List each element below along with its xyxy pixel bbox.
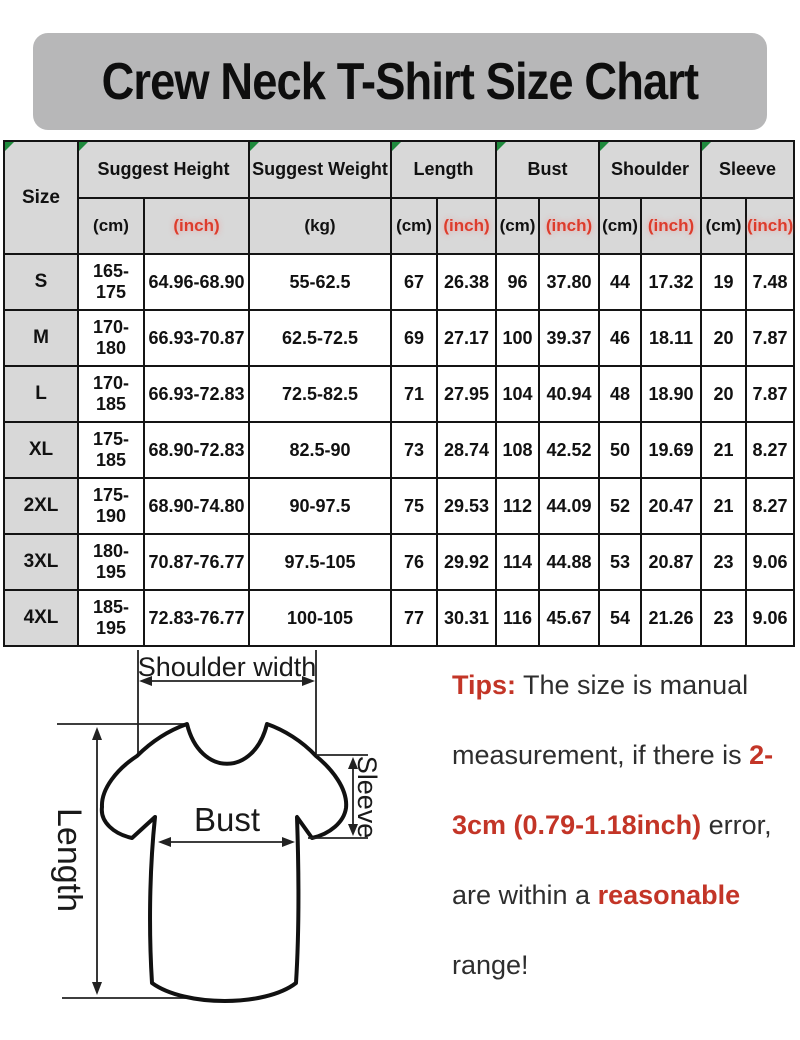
- corner-marker-icon: [392, 142, 401, 151]
- cell: 44.09: [539, 478, 599, 534]
- cell: 20.87: [641, 534, 701, 590]
- size-label: S: [4, 254, 78, 310]
- cell: 75: [391, 478, 437, 534]
- cell: 44.88: [539, 534, 599, 590]
- size-label: 2XL: [4, 478, 78, 534]
- cell: 23: [701, 534, 746, 590]
- cell: 68.90-74.80: [144, 478, 249, 534]
- table-row: [4, 590, 794, 646]
- tip-line: Tips: The size is manual: [452, 670, 749, 700]
- table-row: [4, 254, 794, 310]
- size-label: XL: [4, 422, 78, 478]
- cell: 69: [391, 310, 437, 366]
- cell: 185-195: [78, 590, 144, 646]
- cell: 72.83-76.77: [144, 590, 249, 646]
- suggest-height-header: Suggest Height: [78, 141, 249, 198]
- sleeve-label: Sleeve: [352, 755, 382, 839]
- cell: 77: [391, 590, 437, 646]
- bust-inch-unit: (inch): [539, 198, 599, 254]
- table-row: [4, 534, 794, 590]
- cell: 18.11: [641, 310, 701, 366]
- tips-heading: Tips:: [452, 670, 517, 700]
- measurement-diagram: [0, 645, 450, 1040]
- cell: 68.90-72.83: [144, 422, 249, 478]
- corner-marker-icon: [79, 142, 88, 151]
- shoulder-inch-unit: (inch): [641, 198, 701, 254]
- shoulder-header: Shoulder: [599, 141, 701, 198]
- cell: 7.87: [746, 366, 794, 422]
- cell: 175-185: [78, 422, 144, 478]
- cell: 52: [599, 478, 641, 534]
- size-label: 3XL: [4, 534, 78, 590]
- cell: 40.94: [539, 366, 599, 422]
- tip-line: are within a reasonable: [452, 880, 741, 910]
- title-banner: [33, 33, 767, 130]
- cell: 37.80: [539, 254, 599, 310]
- size-label: M: [4, 310, 78, 366]
- sleeve-cm-unit: (cm): [701, 198, 746, 254]
- corner-marker-icon: [5, 142, 14, 151]
- corner-marker-icon: [702, 142, 711, 151]
- cell: 23: [701, 590, 746, 646]
- cell: 46: [599, 310, 641, 366]
- cell: 170-180: [78, 310, 144, 366]
- height-cm-unit: (cm): [78, 198, 144, 254]
- tshirt-diagram-svg: [0, 645, 450, 1040]
- cell: 9.06: [746, 534, 794, 590]
- cell: 100: [496, 310, 539, 366]
- cell: 54: [599, 590, 641, 646]
- tip-line: measurement, if there is 2-: [452, 740, 774, 770]
- bust-cm-unit: (cm): [496, 198, 539, 254]
- cell: 8.27: [746, 422, 794, 478]
- size-label: 4XL: [4, 590, 78, 646]
- arrowhead-icon: [92, 982, 102, 995]
- cell: 27.17: [437, 310, 496, 366]
- cell: 27.95: [437, 366, 496, 422]
- cell: 73: [391, 422, 437, 478]
- size-column-header: [4, 141, 78, 254]
- cell: 8.27: [746, 478, 794, 534]
- cell: 45.67: [539, 590, 599, 646]
- cell: 48: [599, 366, 641, 422]
- cell: 53: [599, 534, 641, 590]
- sleeve-header: Sleeve: [701, 141, 794, 198]
- sleeve-inch-unit: (inch): [746, 198, 794, 254]
- table-row: [4, 310, 794, 366]
- cell: 96: [496, 254, 539, 310]
- page-title: Crew Neck T-Shirt Size Chart: [101, 52, 699, 111]
- cell: 39.37: [539, 310, 599, 366]
- cell: 7.48: [746, 254, 794, 310]
- cell: 62.5-72.5: [249, 310, 391, 366]
- arrowhead-icon: [92, 727, 102, 740]
- cell: 30.31: [437, 590, 496, 646]
- cell: 108: [496, 422, 539, 478]
- cell: 29.53: [437, 478, 496, 534]
- cell: 82.5-90: [249, 422, 391, 478]
- cell: 42.52: [539, 422, 599, 478]
- cell: 44: [599, 254, 641, 310]
- cell: 19: [701, 254, 746, 310]
- cell: 7.87: [746, 310, 794, 366]
- tip-line: 3cm (0.79-1.18inch) error,: [452, 810, 772, 840]
- tip-line: range!: [452, 950, 529, 980]
- cell: 28.74: [437, 422, 496, 478]
- cell: 18.90: [641, 366, 701, 422]
- cell: 67: [391, 254, 437, 310]
- cell: 21: [701, 478, 746, 534]
- cell: 114: [496, 534, 539, 590]
- table-row: [4, 422, 794, 478]
- bust-label: Bust: [193, 801, 261, 838]
- cell: 66.93-72.83: [144, 366, 249, 422]
- cell: 21.26: [641, 590, 701, 646]
- tips-panel: [452, 650, 797, 1000]
- cell: 20.47: [641, 478, 701, 534]
- cell: 90-97.5: [249, 478, 391, 534]
- cell: 21: [701, 422, 746, 478]
- cell: 116: [496, 590, 539, 646]
- cell: 50: [599, 422, 641, 478]
- unit-header-row: [4, 198, 794, 254]
- cell: 165-175: [78, 254, 144, 310]
- table-row: [4, 478, 794, 534]
- cell: 19.69: [641, 422, 701, 478]
- size-chart-table: [3, 140, 795, 647]
- cell: 26.38: [437, 254, 496, 310]
- height-inch-unit: (inch): [144, 198, 249, 254]
- length-inch-unit: (inch): [437, 198, 496, 254]
- corner-marker-icon: [250, 142, 259, 151]
- cell: 20: [701, 310, 746, 366]
- cell: 170-185: [78, 366, 144, 422]
- cell: 104: [496, 366, 539, 422]
- table-row: [4, 366, 794, 422]
- corner-marker-icon: [600, 142, 609, 151]
- cell: 70.87-76.77: [144, 534, 249, 590]
- cell: 72.5-82.5: [249, 366, 391, 422]
- suggest-weight-header: Suggest Weight: [249, 141, 391, 198]
- cell: 20: [701, 366, 746, 422]
- cell: 9.06: [746, 590, 794, 646]
- cell: 175-190: [78, 478, 144, 534]
- weight-kg-unit: (kg): [249, 198, 391, 254]
- cell: 66.93-70.87: [144, 310, 249, 366]
- tshirt-outline: [102, 724, 346, 1001]
- cell: 76: [391, 534, 437, 590]
- cell: 29.92: [437, 534, 496, 590]
- cell: 100-105: [249, 590, 391, 646]
- bust-header: Bust: [496, 141, 599, 198]
- size-label: L: [4, 366, 78, 422]
- size-header-label: Size: [21, 186, 61, 208]
- cell: 71: [391, 366, 437, 422]
- cell: 64.96-68.90: [144, 254, 249, 310]
- length-cm-unit: (cm): [391, 198, 437, 254]
- shoulder-cm-unit: (cm): [599, 198, 641, 254]
- cell: 180-195: [78, 534, 144, 590]
- shoulder-width-label: Shoulder width: [137, 652, 317, 682]
- length-label: Length: [50, 808, 88, 912]
- length-header: Length: [391, 141, 496, 198]
- cell: 112: [496, 478, 539, 534]
- cell: 55-62.5: [249, 254, 391, 310]
- group-header-row: [4, 141, 794, 198]
- cell: 17.32: [641, 254, 701, 310]
- corner-marker-icon: [497, 142, 506, 151]
- cell: 97.5-105: [249, 534, 391, 590]
